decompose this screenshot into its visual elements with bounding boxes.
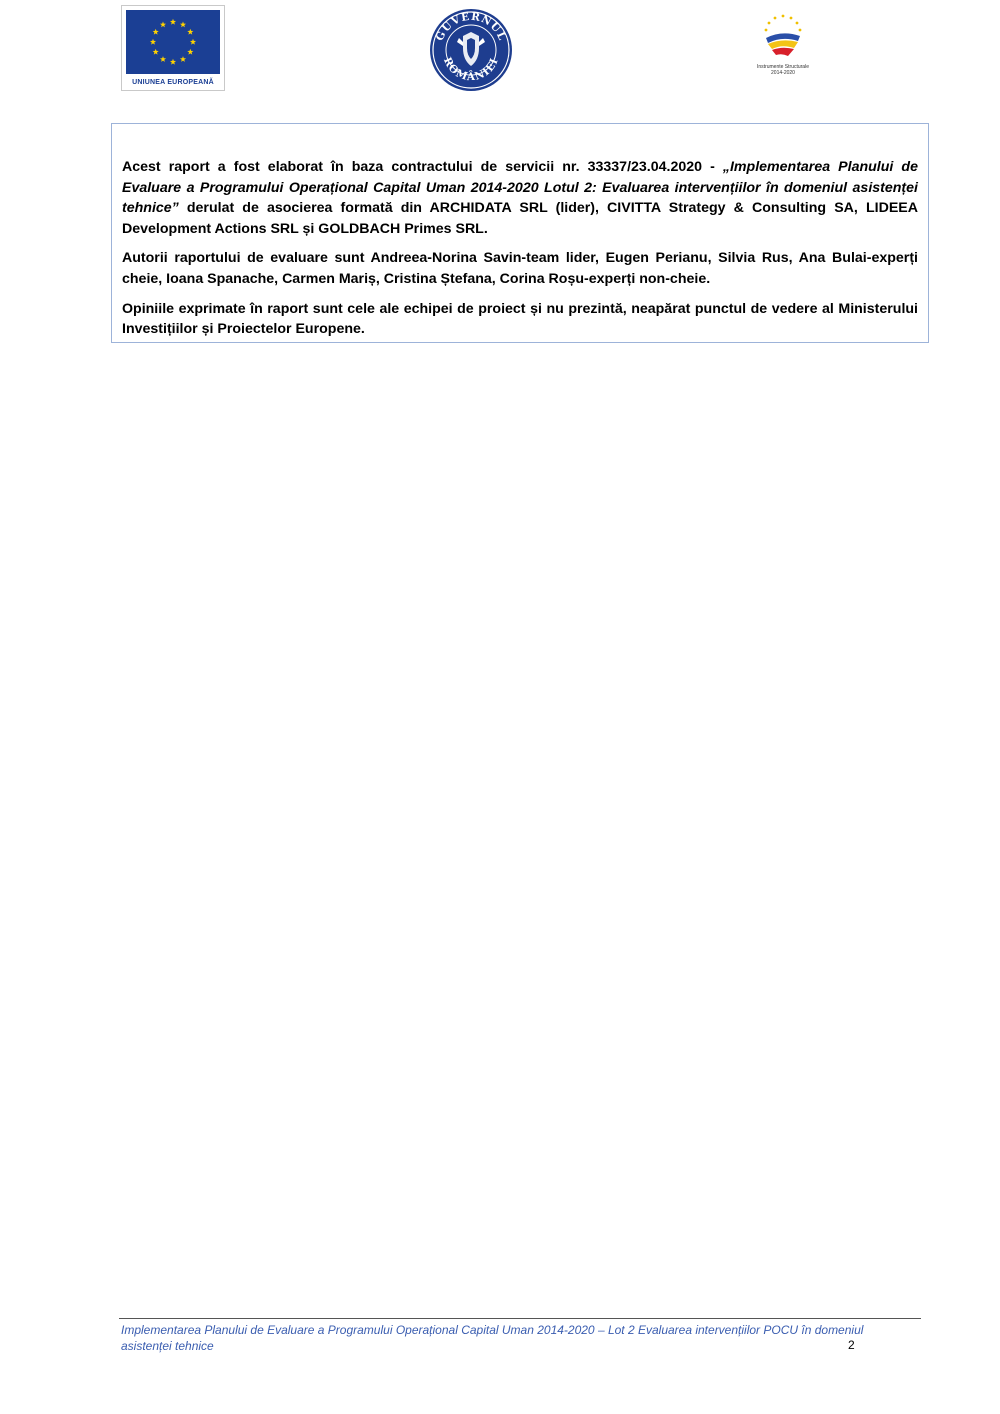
footer-divider [119, 1318, 921, 1319]
eu-star-icon [180, 21, 186, 27]
contract-paragraph [122, 157, 918, 239]
eu-star-icon [160, 21, 166, 27]
eu-logo-caption: UNIUNEA EUROPEANĂ [132, 79, 214, 86]
contract-text-end: derulat de asocierea formată din ARCHIDATA SRL (lider), CIVITTA Strategy & Consulting SA, LIDEEA Development Actions SRL și GOLDBACH Primes SRL. [122, 200, 918, 237]
eu-star-icon [150, 39, 156, 45]
authors-paragraph: Autorii raportului de evaluare sunt Andreea-Norina Savin-team lider, Eugen Perianu, Silvia Rus, Ana Bulai-experți cheie, Ioana Spanache, Carmen Mariș, Cristina Ștefana, Corina Roșu-experți non-cheie. [122, 250, 918, 287]
eu-star-icon [180, 56, 186, 62]
eu-star-icon [153, 49, 159, 55]
is-logo-caption-line2: 2014-2020 [771, 70, 795, 76]
eu-star-icon [160, 56, 166, 62]
eu-logo [121, 5, 225, 91]
eu-star-icon [170, 59, 176, 65]
report-info-box [111, 123, 929, 343]
eu-star-icon [190, 39, 196, 45]
eu-star-icon [187, 49, 193, 55]
government-romania-logo [429, 8, 513, 92]
structural-instruments-logo [742, 8, 824, 90]
page-number: 2 [848, 1338, 855, 1352]
eu-star-icon [187, 29, 193, 35]
footer-document-title: Implementarea Planului de Evaluare a Programului Operațional Capital Uman 2014-2020 – Lot 2 Evaluarea intervențiilor POCU în domeniul asistenței tehnice [121, 1323, 864, 1353]
contract-title-italic: „Implementarea Planului de Evaluare a Programului Operațional Capital Uman 2014-2020 Lotul 2: Evaluarea intervențiilor în domeniul asistenței tehnice” [122, 159, 918, 217]
eu-star-icon [170, 19, 176, 25]
gov-seal-bottom-text: ROMÂNIEI [440, 55, 501, 84]
gov-seal-icon [429, 8, 513, 92]
eu-stars-icon [126, 10, 220, 74]
gov-seal-top-text: GUVERNUL [433, 10, 509, 43]
eu-flag [126, 10, 220, 74]
contract-text-start: Acest raport a fost elaborat în baza contractului de servicii nr. 33337/23.04.2020 - [122, 159, 723, 175]
disclaimer-paragraph: Opiniile exprimate în raport sunt cele ale echipei de proiect și nu prezintă, neapărat punctul de vedere al Ministerului Investițiilor și Proiectelor Europene. [122, 300, 918, 338]
structural-instruments-icon [742, 8, 824, 64]
is-logo-caption-line1: Instrumente Structurale [757, 64, 809, 70]
eu-star-icon [153, 29, 159, 35]
